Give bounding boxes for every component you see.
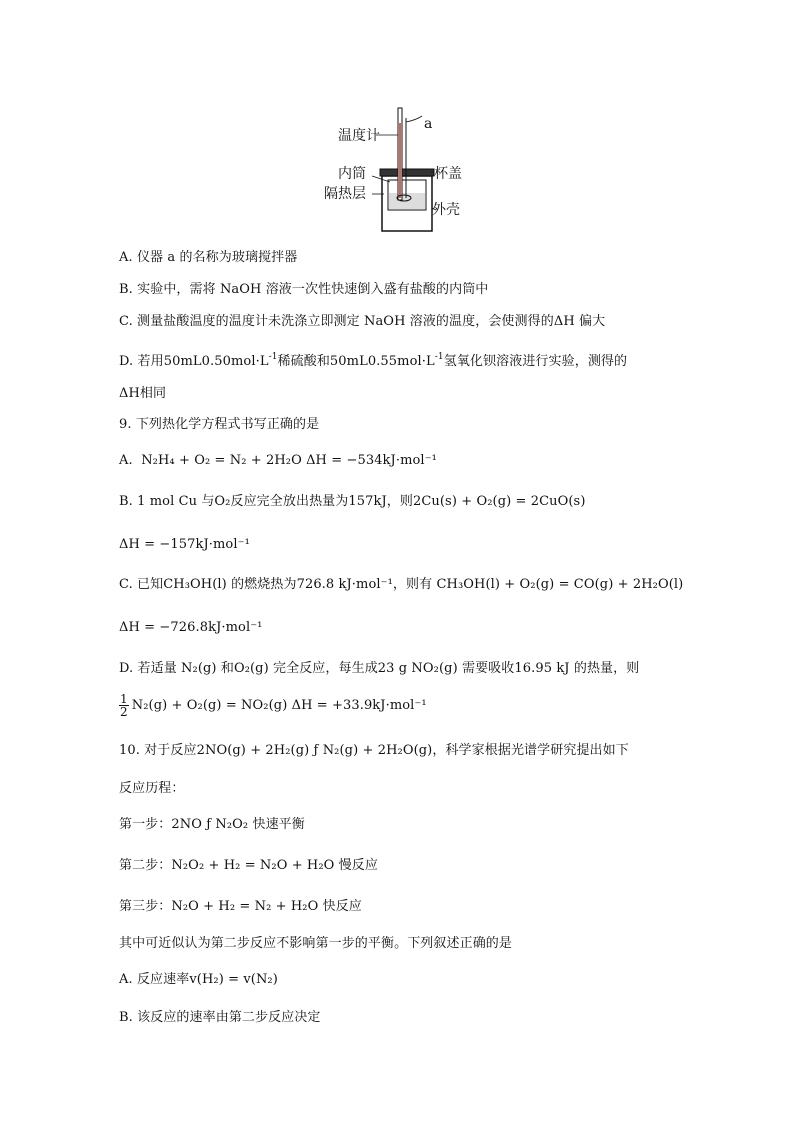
- q9-d-frac-num: 1: [120, 692, 128, 706]
- q8-d-part1: D. 若用50mL0.50mol·L: [119, 354, 269, 369]
- q8-d-sup2: -1: [434, 352, 444, 362]
- label-thermometer: 温度计: [338, 128, 380, 144]
- q9-a-equation: N₂H₄ + O₂ = N₂ + 2H₂O ΔH = −534kJ·mol⁻¹: [141, 453, 437, 468]
- q8-option-d-line2: ΔH相同: [119, 386, 167, 401]
- label-shell: 外壳: [432, 202, 460, 218]
- lid-shape: [380, 169, 434, 176]
- q10-option-a: A. 反应速率v(H₂) = v(N₂): [119, 972, 278, 987]
- label-a: a: [424, 116, 433, 132]
- label-inner: 内筒: [338, 166, 366, 182]
- q9-d-frac-den: 2: [120, 705, 128, 719]
- q9-option-b-line1: B. 1 mol Cu 与O₂反应完全放出热量为157kJ，则2Cu(s) + O₂(g) = 2CuO(s): [119, 494, 586, 509]
- q8-option-d-line1: [119, 347, 627, 372]
- calorimeter-figure: [318, 98, 478, 238]
- q9-option-c-line2: ΔH = −726.8kJ·mol⁻¹: [119, 620, 263, 635]
- q10-note: 其中可近似认为第二步反应不影响第一步的平衡。下列叙述正确的是: [119, 936, 513, 951]
- q8-option-b: B. 实验中，需将 NaOH 溶液一次性快速倒入盛有盐酸的内筒中: [119, 282, 489, 297]
- q9-d-equation: N₂(g) + O₂(g) = NO₂(g) ΔH = +33.9kJ·mol⁻¹: [131, 698, 427, 713]
- q10-stem-line2: 反应历程：: [119, 781, 185, 796]
- q9-option-a: [119, 451, 437, 471]
- leader-a: [406, 116, 422, 122]
- q9-stem: 9. 下列热化学方程式书写正确的是: [119, 417, 320, 432]
- label-insulation: 隔热层: [324, 186, 366, 202]
- q10-step2: 第二步：N₂O₂ + H₂ = N₂O + H₂O 慢反应: [119, 858, 378, 873]
- q9-d-fraction: [119, 693, 129, 718]
- q9-option-b-line2: ΔH = −157kJ·mol⁻¹: [119, 537, 250, 552]
- q9-option-d-line1: D. 若适量 N₂(g) 和O₂(g) 完全反应，每生成23 g NO₂(g) 需要吸收16.95 kJ 的热量，则: [119, 661, 640, 676]
- q8-d-sup1: -1: [268, 352, 278, 362]
- label-lid: 杯盖: [434, 166, 462, 182]
- q10-step1: 第一步：2NO ƒ N₂O₂ 快速平衡: [119, 817, 305, 832]
- q9-option-c-line1: C. 已知CH₃OH(l) 的燃烧热为726.8 kJ·mol⁻¹，则有 CH₃OH(l) + O₂(g) = CO(g) + 2H₂O(l): [119, 577, 684, 592]
- q8-option-a: A. 仪器 a 的名称为玻璃搅拌器: [119, 250, 298, 265]
- q10-stem-line1: 10. 对于反应2NO(g) + 2H₂(g) ƒ N₂(g) + 2H₂O(g)，科学家根据光谱学研究提出如下: [119, 743, 629, 758]
- q10-step3: 第三步：N₂O + H₂ = N₂ + H₂O 快反应: [119, 899, 362, 914]
- q9-a-prefix: A.: [119, 453, 133, 468]
- q10-option-b: B. 该反应的速率由第二步反应决定: [119, 1010, 321, 1025]
- q8-option-c: C. 测量盐酸温度的温度计未洗涤立即测定 NaOH 溶液的温度，会使测得的ΔH 偏大: [119, 314, 606, 329]
- q8-d-part3: 氢氧化钡溶液进行实验，测得的: [443, 354, 628, 369]
- q8-d-part2: 稀硫酸和50mL0.55mol·L: [277, 354, 435, 369]
- q9-option-d-line2: [119, 693, 427, 718]
